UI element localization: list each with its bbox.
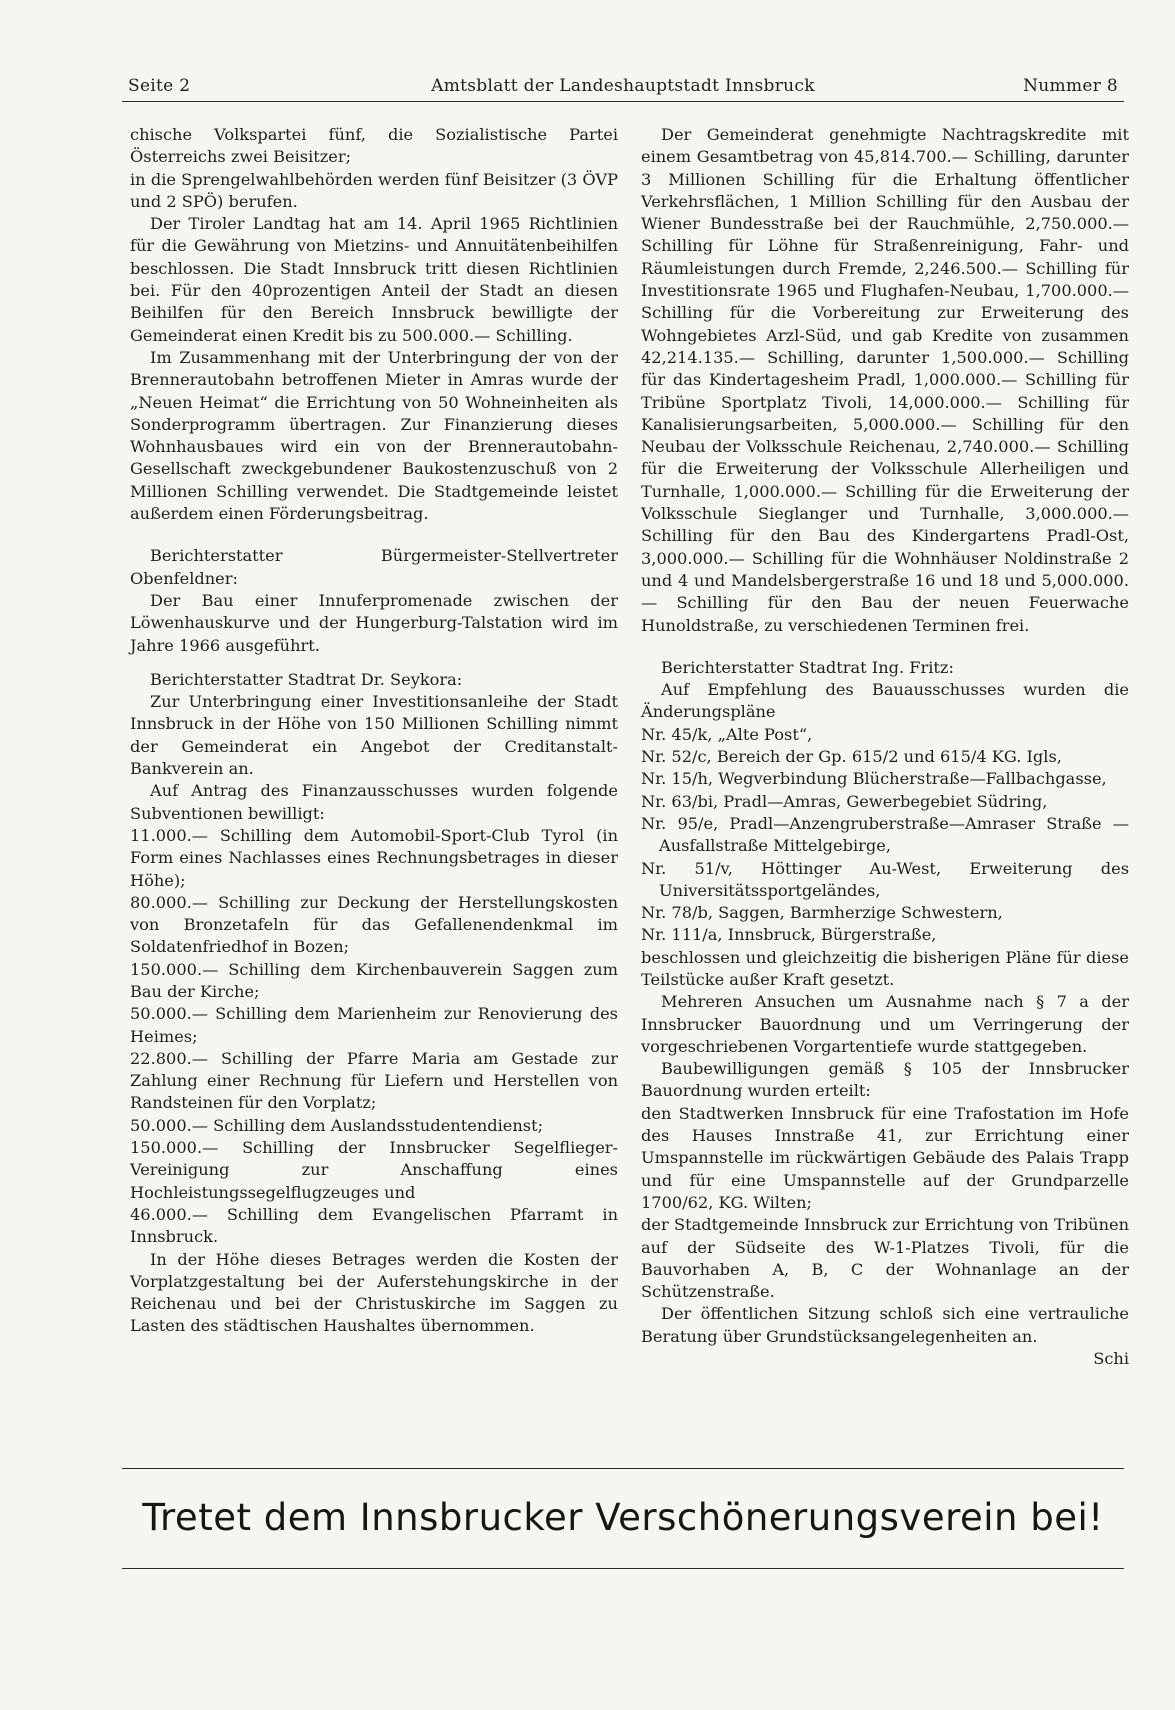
plan-item: Nr. 95/e, Pradl—Anzengruberstraße—Amraser Straße —Ausfallstraße Mittelgebirge, bbox=[641, 813, 1129, 856]
subsidy-item: 46.000.— Schilling dem Evangelischen Pfarramt in Innsbruck. bbox=[130, 1204, 618, 1247]
plan-item: Nr. 63/bi, Pradl—Amras, Gewerbegebiet Südring, bbox=[641, 791, 1048, 811]
paragraph: Der Gemeinderat genehmigte Nachtragskredite mit einem Gesamtbetrag von 45,814.700.— Schilling, darunter 3 Millionen Schilling für die Erhaltung öffentlicher Verkehrsflächen, 1 Million Schilling für den Ausbau der Wiener Bundesstraße bei der Rauchmühle, 2,750.000.— Schilling für Löhne für Straßenreinigung, Fahr- und Räumleistungen durch Fremde, 2,246.500.— Schilling für Investitionsrate 1965 und Flughafen-Neubau, 1,700.000.— Schilling für die Vorbereitung zur Erweiterung des Wohngebietes Arzl-Süd, und gab Kredite von zusammen 42,214.135.— Schilling, darunter 1,500.000.— Schilling für das Kindertagesheim Pradl, 1,000.000.— Schilling für Tribüne Sportplatz Tivoli, 14,000.000.— Schilling für Kanalisierungsarbeiten, 5,000.000.— Schilling für den Neubau der Volksschule Reichenau, 2,740.000.— Schilling für die Erweiterung der Volksschule Allerheiligen und Turnhalle, 1,000.000.— Schilling für die Erweiterung der Volksschule Sieglanger und Turnhalle, 3,000.000.— Schilling für den Bau des Kindergartens Pradl-Ost, 3,000.000.— Schilling für die Wohnhäuser Noldinstraße 2 und 4 und Mandelsbergerstraße 16 und 18 und 5,000.000.— Schilling für den Bau der neuen Feuerwache Hunoldstraße, zu verschiedenen Terminen frei. bbox=[641, 125, 1129, 635]
paragraph: Der Bau einer Innuferpromenade zwischen der Löwenhauskurve und der Hungerburg-Talstation wird im Jahre 1966 ausgeführt. bbox=[130, 590, 618, 655]
right-column bbox=[641, 124, 1129, 1370]
reporter-heading: Berichterstatter Stadtrat Dr. Seykora: bbox=[150, 669, 463, 689]
page-header bbox=[122, 70, 1124, 100]
plan-item: Nr. 52/c, Bereich der Gp. 615/2 und 615/4 KG. Igls, bbox=[641, 747, 1062, 767]
permit-item: der Stadtgemeinde Innsbruck zur Errichtung von Tribünen auf der Südseite des W-1-Platzes Tivoli, für die Bauvorhaben A, B, C der Wohnanlage an der Schützenstraße. bbox=[641, 1215, 1129, 1302]
header-rule bbox=[122, 101, 1124, 102]
paragraph: In der Höhe dieses Betrages werden die Kosten der Vorplatzgestaltung bei der Auferstehungskirche in der Reichenau und bei der Christuskirche im Saggen zu Lasten des städtischen Haushaltes übernommen. bbox=[130, 1249, 618, 1336]
subsidy-item: 80.000.— Schilling zur Deckung der Herstellungskosten von Bronzetafeln für das Gefallenendenkmal im Soldatenfriedhof in Bozen; bbox=[130, 892, 618, 957]
footer-slogan: Tretet dem Innsbrucker Verschönerungsverein bei! bbox=[142, 1496, 1104, 1539]
publication-title: Amtsblatt der Landeshauptstadt Innsbruck bbox=[431, 76, 815, 96]
subsidy-item: 50.000.— Schilling dem Marienheim zur Renovierung des Heimes; bbox=[130, 1004, 618, 1046]
plan-item: Nr. 45/k, „Alte Post“, bbox=[641, 724, 813, 744]
reporter-heading: Berichterstatter Stadtrat Ing. Fritz: bbox=[661, 657, 954, 677]
paragraph: Der Tiroler Landtag hat am 14. April 1965 Richtlinien für die Gewährung von Mietzins- und Annuitätenbeihilfen beschlossen. Die Stadt Innsbruck tritt diesen Richtlinien bei. Für den 40prozentigen Anteil der Stadt an diesen Beihilfen für den Bereich Innsbruck bewilligte der Gemeinderat einen Kredit bis zu 500.000.— Schilling. bbox=[130, 214, 618, 345]
subsidy-item: 150.000.— Schilling der Innsbrucker Segelflieger-Vereinigung zur Anschaffung eines Hochleistungssegelflugzeuges und bbox=[130, 1138, 618, 1202]
reporter-heading: Berichterstatter Bürgermeister-Stellvertreter Obenfeldner: bbox=[130, 546, 618, 588]
paragraph: Mehreren Ansuchen um Ausnahme nach § 7 a der Innsbrucker Bauordnung und um Verringerung der vorgeschriebenen Vorgartentiefe wurde stattgegeben. bbox=[641, 992, 1129, 1056]
issue-number: Nummer 8 bbox=[1023, 76, 1118, 96]
paragraph: Der öffentlichen Sitzung schloß sich eine vertrauliche Beratung über Grundstücksangelegenheiten an. bbox=[641, 1304, 1129, 1346]
paragraph: Im Zusammenhang mit der Unterbringung der von der Brennerautobahn betroffenen Mieter in Amras wurde der „Neuen Heimat“ die Errichtung von 50 Wohneinheiten als Sonderprogramm übertragen. Zur Finanzierung dieses Wohnhausbaues wird ein von der Brennerautobahn-Gesellschaft zweckgebundener Baukostenzuschuß von 2 Millionen Schilling verwendet. Die Stadtgemeinde leistet außerdem einen Förderungsbeitrag. bbox=[130, 347, 618, 524]
paragraph: Auf Empfehlung des Bauausschusses wurden die Änderungspläne bbox=[641, 680, 1129, 722]
paragraph: chische Volkspartei fünf, die Sozialistische Partei Österreichs zwei Beisitzer; bbox=[130, 125, 618, 167]
permit-item: den Stadtwerken Innsbruck für eine Trafostation im Hofe des Hauses Innstraße 41, zur Errichtung einer Umspannstelle im rückwärtigen Gebäude des Palais Trapp und für eine Umspannstelle auf der Grundparzelle 1700/62, KG. Wilten; bbox=[641, 1103, 1129, 1212]
footer-rule-top bbox=[122, 1468, 1124, 1469]
paragraph: in die Sprengelwahlbehörden werden fünf Beisitzer (3 ÖVP und 2 SPÖ) berufen. bbox=[130, 169, 618, 211]
page-number: Seite 2 bbox=[128, 76, 191, 96]
paragraph: Auf Antrag des Finanzausschusses wurden folgende Subventionen bewilligt: bbox=[130, 781, 618, 823]
subsidy-item: 50.000.— Schilling dem Auslandsstudentendienst; bbox=[130, 1115, 544, 1135]
subsidy-item: 11.000.— Schilling dem Automobil-Sport-Club Tyrol (in Form eines Nachlasses eines Rechnungsbetrages in dieser Höhe); bbox=[130, 825, 618, 890]
subsidy-item: 22.800.— Schilling der Pfarre Maria am Gestade zur Zahlung einer Rechnung für Liefern und Herstellen von Randsteinen für den Vorplatz; bbox=[130, 1048, 618, 1113]
left-column bbox=[130, 124, 618, 1338]
plan-item: Nr. 78/b, Saggen, Barmherzige Schwestern, bbox=[641, 903, 1003, 923]
paragraph: beschlossen und gleichzeitig die bisherigen Pläne für diese Teilstücke außer Kraft gesetzt. bbox=[641, 947, 1129, 989]
paragraph: Baubewilligungen gemäß § 105 der Innsbrucker Bauordnung wurden erteilt: bbox=[641, 1059, 1129, 1101]
author-initials: Schi bbox=[1093, 1349, 1129, 1369]
paragraph: Zur Unterbringung einer Investitionsanleihe der Stadt Innsbruck in der Höhe von 150 Millionen Schilling nimmt der Gemeinderat ein Angebot der Creditanstalt-Bankverein an. bbox=[130, 692, 618, 779]
subsidy-item: 150.000.— Schilling dem Kirchenbauverein Saggen zum Bau der Kirche; bbox=[130, 959, 618, 1001]
footer-rule-bottom bbox=[122, 1568, 1124, 1569]
plan-item: Nr. 51/v, Höttinger Au-West, Erweiterung des Universitätssportgeländes, bbox=[641, 858, 1129, 900]
plan-item: Nr. 15/h, Wegverbindung Blücherstraße—Fallbachgasse, bbox=[641, 769, 1107, 789]
plan-item: Nr. 111/a, Innsbruck, Bürgerstraße, bbox=[641, 925, 937, 945]
